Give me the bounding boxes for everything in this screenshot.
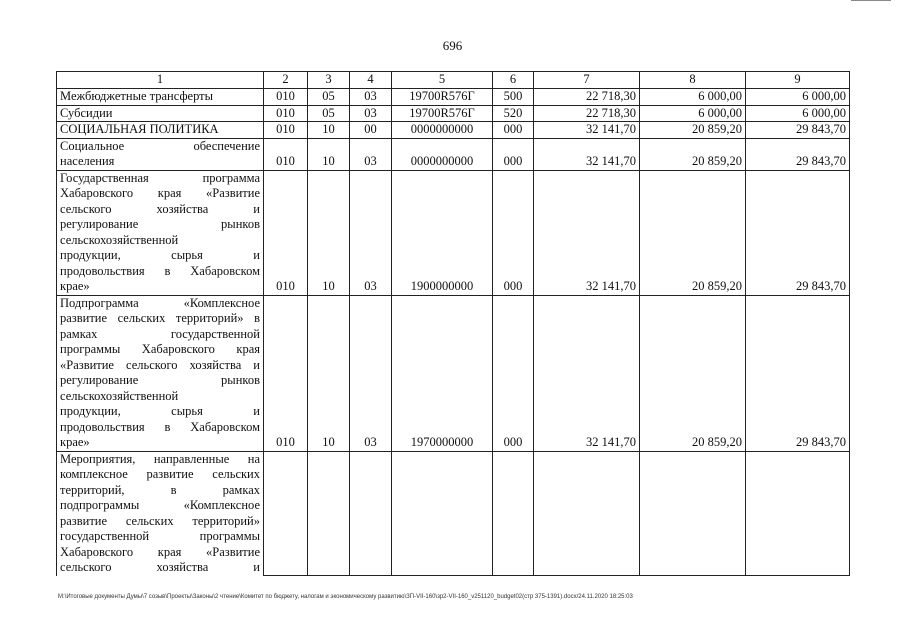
table-row: [57, 122, 850, 139]
item-name-line: рамках государственной: [60, 326, 260, 341]
expense-type-cell: 500: [493, 89, 534, 106]
item-name-line: продовольствия в Хабаровском: [60, 263, 260, 278]
amount-2021-cell: [534, 451, 640, 576]
subsection-code-cell: 03: [350, 295, 392, 451]
item-name-line: программы Хабаровского края: [60, 342, 260, 356]
admin-code-cell: 010: [264, 295, 308, 451]
column-number-8: 8: [640, 72, 746, 89]
budget-table: [56, 71, 850, 576]
amount-2022-cell: [640, 451, 746, 576]
expense-type-cell: 000: [493, 170, 534, 295]
amount-2022-cell: 20 859,20: [640, 295, 746, 451]
expense-type-cell: [493, 451, 534, 576]
item-name-line: крае»: [60, 435, 90, 449]
item-name-line: комплексное развитие сельских: [60, 467, 260, 481]
column-number-1: 1: [57, 72, 264, 89]
subsection-code-cell: 03: [350, 89, 392, 106]
amount-2021-cell: 32 141,70: [534, 138, 640, 170]
subsection-code-cell: 03: [350, 105, 392, 122]
subsection-code-cell: 00: [350, 122, 392, 139]
item-name-line: продукции, сырья и: [60, 248, 260, 262]
column-number-7: 7: [534, 72, 640, 89]
amount-2022-cell: 6 000,00: [640, 89, 746, 106]
target-article-cell: 0000000000: [392, 138, 493, 170]
amount-2022-cell: 6 000,00: [640, 105, 746, 122]
item-name-line: развитие сельских территорий» в: [60, 311, 260, 325]
item-name-line: Государственная программа: [60, 170, 260, 185]
item-name-line: развитие сельских территорий»: [60, 513, 260, 528]
item-name-line: сельскохозяйственной: [60, 388, 179, 403]
amount-2021-cell: 22 718,30: [534, 105, 640, 122]
target-article-cell: [392, 451, 493, 576]
item-name-line: Субсидии: [60, 105, 113, 120]
table-row: [57, 170, 850, 295]
item-name-cell: [57, 122, 264, 139]
section-code-cell: 05: [308, 105, 350, 122]
item-name-line: Хабаровского края «Развитие: [60, 544, 260, 559]
amount-2021-cell: 32 141,70: [534, 295, 640, 451]
amount-2023-cell: 6 000,00: [746, 105, 850, 122]
item-name-cell: [57, 451, 264, 576]
section-code-cell: [308, 451, 350, 576]
amount-2022-cell: 20 859,20: [640, 138, 746, 170]
item-name-line: территорий, в рамках: [60, 482, 260, 497]
item-name-cell: [57, 295, 264, 451]
amount-2021-cell: 32 141,70: [534, 170, 640, 295]
item-name-line: СОЦИАЛЬНАЯ ПОЛИТИКА: [60, 122, 219, 136]
admin-code-cell: 010: [264, 105, 308, 122]
item-name-line: Мероприятия, направленные на: [60, 451, 260, 466]
item-name-line: сельского хозяйства и: [60, 560, 260, 574]
item-name-line: сельскохозяйственной: [60, 232, 179, 247]
column-number-3: 3: [308, 72, 350, 89]
item-name-line: Хабаровского края «Развитие: [60, 186, 260, 200]
column-number-6: 6: [493, 72, 534, 89]
item-name-line: продукции, сырья и: [60, 404, 260, 418]
expense-type-cell: 000: [493, 122, 534, 139]
amount-2021-cell: 32 141,70: [534, 122, 640, 139]
section-code-cell: 10: [308, 138, 350, 170]
amount-2023-cell: [746, 451, 850, 576]
expense-type-cell: 000: [493, 295, 534, 451]
target-article-cell: 0000000000: [392, 122, 493, 139]
admin-code-cell: 010: [264, 89, 308, 106]
table-row: [57, 295, 850, 451]
item-name-cell: [57, 138, 264, 170]
admin-code-cell: 010: [264, 138, 308, 170]
item-name-line: населения: [60, 154, 115, 168]
amount-2023-cell: 29 843,70: [746, 295, 850, 451]
column-number-5: 5: [392, 72, 493, 89]
item-name-line: подпрограммы «Комплексное: [60, 498, 260, 512]
item-name-line: продовольствия в Хабаровском: [60, 419, 260, 434]
amount-2021-cell: 22 718,30: [534, 89, 640, 106]
target-article-cell: 1970000000: [392, 295, 493, 451]
item-name-line: Социальное обеспечение: [60, 138, 260, 153]
item-name-line: государственной программы: [60, 529, 260, 543]
item-name-line: регулирование рынков: [60, 373, 260, 387]
expense-type-cell: 520: [493, 105, 534, 122]
item-name-cell: [57, 105, 264, 122]
section-code-cell: 10: [308, 295, 350, 451]
column-number-2: 2: [264, 72, 308, 89]
table-row: [57, 105, 850, 122]
table-row: [57, 138, 850, 170]
column-number-4: 4: [350, 72, 392, 89]
item-name-line: Подпрограмма «Комплексное: [60, 295, 260, 310]
item-name-cell: [57, 89, 264, 106]
amount-2023-cell: 29 843,70: [746, 170, 850, 295]
expense-type-cell: 000: [493, 138, 534, 170]
section-code-cell: 05: [308, 89, 350, 106]
item-name-line: регулирование рынков: [60, 217, 260, 231]
target-article-cell: 19700R576Г: [392, 89, 493, 106]
target-article-cell: 19700R576Г: [392, 105, 493, 122]
admin-code-cell: 010: [264, 122, 308, 139]
item-name-line: сельского хозяйства и: [60, 201, 260, 216]
table-row: [57, 89, 850, 106]
amount-2022-cell: 20 859,20: [640, 170, 746, 295]
subsection-code-cell: 03: [350, 138, 392, 170]
item-name-line: крае»: [60, 279, 90, 293]
amount-2023-cell: 6 000,00: [746, 89, 850, 106]
column-number-9: 9: [746, 72, 850, 89]
table-row: [57, 451, 850, 576]
target-article-cell: 1900000000: [392, 170, 493, 295]
section-code-cell: 10: [308, 122, 350, 139]
subsection-code-cell: [350, 451, 392, 576]
scan-edge-mark: [851, 0, 891, 1]
amount-2023-cell: 29 843,70: [746, 138, 850, 170]
document-file-path-footer: М:\Итоговые документы Думы\7 созыв\Проекты\Законы\2 чтение\Комитет по бюджету, налогам и экономическому развитию\ЗП-VII-160\зр2-VII-160_v251120_budget02(стр 375-1391).docx/24.11.2020 18:25:03: [58, 594, 633, 600]
column-number-header-row: [57, 72, 850, 89]
subsection-code-cell: 03: [350, 170, 392, 295]
item-name-line: «Развитие сельского хозяйства и: [60, 357, 260, 372]
admin-code-cell: [264, 451, 308, 576]
section-code-cell: 10: [308, 170, 350, 295]
amount-2022-cell: 20 859,20: [640, 122, 746, 139]
item-name-line: Межбюджетные трансферты: [60, 89, 214, 103]
amount-2023-cell: 29 843,70: [746, 122, 850, 139]
page-number: 696: [442, 38, 463, 53]
admin-code-cell: 010: [264, 170, 308, 295]
item-name-cell: [57, 170, 264, 295]
